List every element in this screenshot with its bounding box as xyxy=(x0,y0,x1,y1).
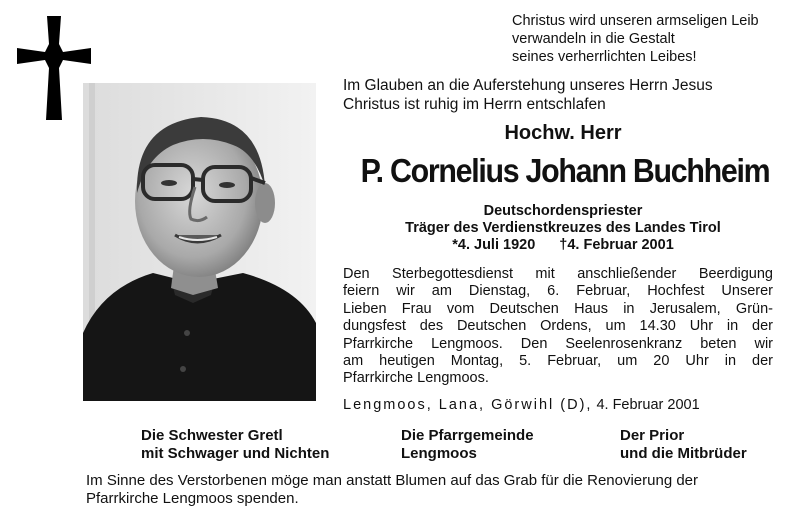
place-and-date xyxy=(343,397,783,413)
body-line: am heutigen Montag, 5. Februar, um 20 Uhr in der xyxy=(343,353,773,370)
signatory-parish xyxy=(401,427,534,463)
maltese-cross-icon xyxy=(14,14,94,122)
intro-text xyxy=(343,76,783,114)
birth-date: *4. Juli 1920 xyxy=(452,237,536,253)
intro-line: Christus ist ruhig im Herrn entschlafen xyxy=(343,96,606,113)
footer-line: Im Sinne des Verstorbenen möge man anstatt Blumen auf das Grab für die Renovierung der xyxy=(86,472,699,489)
body-line: Pfarrkirche Lengmoos. xyxy=(343,370,489,387)
body-line: Pfarrkirche Lengmoos. Den Seelenrosenkranz beten wir xyxy=(343,335,773,352)
deceased-name: P. Cornelius Johann Buchheim xyxy=(360,152,770,189)
signatory-line: Die Schwester Gretl xyxy=(141,427,283,444)
signatory-line: Lengmoos xyxy=(401,445,477,462)
quote-line: Christus wird unseren armseligen Leib xyxy=(512,13,759,29)
footer-line: Pfarrkirche Lengmoos spenden. xyxy=(86,490,299,507)
deceased-award: Träger des Verdienstkreuzes des Landes Tirol xyxy=(405,220,721,236)
signatory-line: mit Schwager und Nichten xyxy=(141,445,330,462)
intro-line: Im Glauben an die Auferstehung unseres Herrn Jesus xyxy=(343,77,713,94)
signatory-line: und die Mitbrüder xyxy=(620,445,747,462)
signatory-prior xyxy=(620,427,747,463)
notice-date: 4. Februar 2001 xyxy=(596,397,700,413)
signatory-line: Die Pfarrgemeinde xyxy=(401,427,534,444)
life-dates xyxy=(343,237,783,253)
body-line: Lieben Frau vom Deutschen Haus in Jerusalem, Grün- xyxy=(343,300,773,317)
donation-note xyxy=(86,472,776,508)
quote-line: verwandeln in die Gestalt xyxy=(512,31,675,47)
places: Lengmoos, Lana, Görwihl (D), xyxy=(343,397,593,413)
funeral-details xyxy=(343,266,773,388)
scripture-quote xyxy=(512,12,792,66)
honorific: Hochw. Herr xyxy=(504,122,622,144)
quote-line: seines verherrlichten Leibes! xyxy=(512,49,697,65)
body-line: feiern wir am Dienstag, 6. Februar, Hochfest Unserer xyxy=(343,283,773,300)
signatory-family xyxy=(141,427,329,463)
deceased-title: Deutschordenspriester xyxy=(483,203,643,219)
death-date: †4. Februar 2001 xyxy=(559,237,674,253)
signatory-line: Der Prior xyxy=(620,427,685,444)
body-line: Den Sterbegottesdienst mit anschließender Beerdigung xyxy=(343,266,773,282)
body-line: dungsfest des Deutschen Ordens, um 14.30 Uhr in der xyxy=(343,318,773,335)
portrait-photo xyxy=(83,83,316,401)
